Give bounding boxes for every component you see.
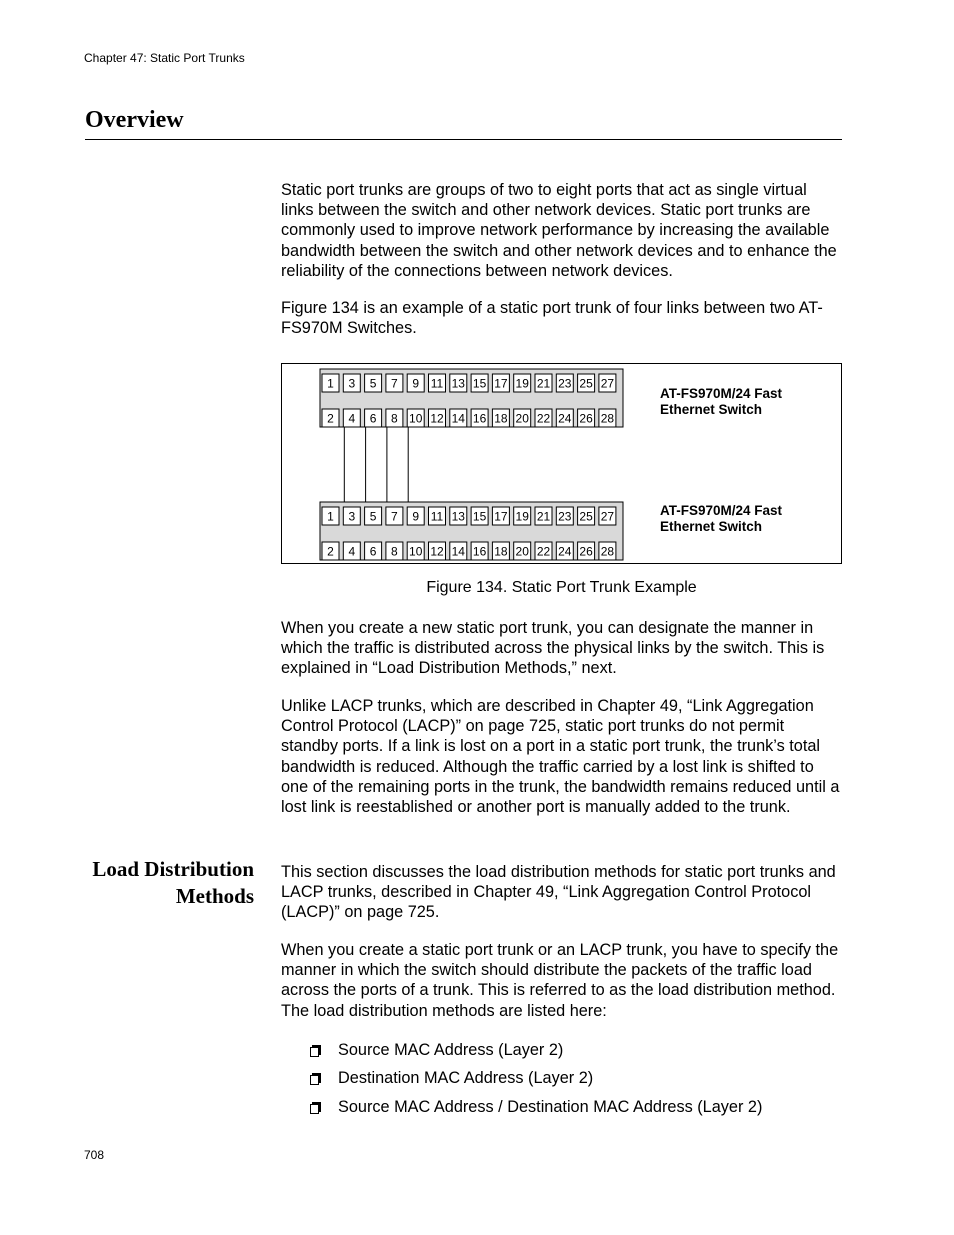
top-port-label: 7	[391, 376, 398, 391]
paragraph-figure-ref: Figure 134 is an example of a static port trunk of four links between two AT-FS970M Switches.	[281, 299, 823, 338]
bottom-port-label: 7	[391, 509, 398, 524]
subsection-title	[60, 856, 254, 910]
box-bullet-icon	[310, 1044, 320, 1057]
bottom-switch-label: AT-FS970M/24 Fast Ethernet Switch	[660, 503, 783, 534]
top-port-label: 28	[600, 411, 615, 426]
list-item	[310, 1065, 762, 1094]
top-port-label: 4	[348, 411, 356, 426]
top-port-label: 9	[412, 376, 420, 391]
bottom-port-label: 21	[536, 509, 551, 524]
top-port-label: 15	[472, 376, 487, 391]
list-item-text: Destination MAC Address (Layer 2)	[338, 1069, 594, 1088]
bottom-port-label: 27	[600, 509, 615, 524]
section-title: Overview	[85, 107, 184, 133]
top-port-label: 25	[579, 376, 593, 391]
paragraph-lacp-comparison: Unlike LACP trunks, which are described in Chapter 49, “Link Aggregation Control Protocol (LACP)” on page 725, static port trunks do not permit standby ports. If a link is lost on a port in a static port trunk, the trunk’s total bandwidth is reduced. Although the traffic carried by a lost link is shifted to one of the remaining ports in the trunk, the bandwidth remains reduced until a lost link is reestablished or another port is manually added to the trunk.	[281, 697, 840, 817]
top-port-label: 12	[430, 411, 444, 426]
top-port-label: 16	[472, 411, 487, 426]
bottom-port-label: 19	[515, 509, 529, 524]
bottom-port-label: 2	[327, 544, 334, 559]
bottom-port-label: 8	[391, 544, 398, 559]
bottom-port-label: 23	[558, 509, 572, 524]
top-port-label: 5	[369, 376, 377, 391]
top-port-label: 19	[515, 376, 529, 391]
bottom-port-label: 13	[451, 509, 465, 524]
bottom-port-label: 4	[348, 544, 356, 559]
list-item-text: Source MAC Address / Destination MAC Address (Layer 2)	[338, 1097, 763, 1116]
top-port-label: 2	[327, 411, 334, 426]
bottom-port-label: 22	[536, 544, 551, 559]
static-port-trunk-figure	[281, 363, 842, 564]
top-port-label: 23	[558, 376, 572, 391]
top-port-label: 24	[558, 411, 572, 426]
title-rule	[85, 139, 842, 140]
bottom-port-label: 3	[348, 509, 356, 524]
top-port-label: 8	[391, 411, 398, 426]
top-port-label: 1	[327, 376, 334, 391]
load-distribution-list	[310, 1036, 762, 1122]
bottom-port-label: 28	[600, 544, 615, 559]
bottom-port-label: 14	[451, 544, 465, 559]
bottom-port-label: 24	[558, 544, 572, 559]
top-switch-label: AT-FS970M/24 Fast Ethernet Switch	[660, 386, 783, 417]
subsection-title-line2: Methods	[175, 884, 254, 908]
bottom-port-label: 26	[579, 544, 593, 559]
top-port-label: 3	[348, 376, 356, 391]
top-port-label: 17	[494, 376, 508, 391]
bottom-port-label: 18	[494, 544, 508, 559]
trunk-diagram	[282, 364, 627, 563]
figure-caption: Figure 134. Static Port Trunk Example	[426, 579, 697, 596]
list-item	[310, 1093, 762, 1122]
top-port-label: 18	[494, 411, 508, 426]
paragraph-load-distribution-methods: When you create a static port trunk or an LACP trunk, you have to specify the manner in which the switch should distribute the packets of the traffic load across the ports of a trunk. This is referred to as the load distribution method. The load distribution methods are listed here:	[281, 941, 839, 1020]
list-item	[310, 1036, 762, 1065]
top-port-label: 13	[451, 376, 465, 391]
top-port-label: 20	[515, 411, 529, 426]
subsection-title-line1: Load Distribution	[92, 857, 254, 881]
top-port-label: 22	[536, 411, 551, 426]
box-bullet-icon	[310, 1101, 320, 1114]
top-port-label: 11	[430, 376, 444, 391]
top-port-label: 21	[536, 376, 551, 391]
paragraph-create-trunk: When you create a new static port trunk, you can designate the manner in which the traffic is distributed across the physical links by the switch. This is explained in “Load Distribution Methods,” next.	[281, 619, 825, 678]
bottom-port-label: 17	[494, 509, 508, 524]
bottom-port-label: 11	[430, 509, 444, 524]
bottom-port-label: 9	[412, 509, 420, 524]
page-number: 708	[84, 1148, 105, 1162]
top-port-label: 6	[369, 411, 377, 426]
bottom-port-label: 25	[579, 509, 593, 524]
top-port-label: 14	[451, 411, 465, 426]
bottom-port-label: 20	[515, 544, 529, 559]
top-port-label: 10	[409, 411, 423, 426]
bottom-port-label: 12	[430, 544, 444, 559]
bottom-port-label: 6	[369, 544, 377, 559]
bottom-port-label: 5	[369, 509, 377, 524]
paragraph-intro: Static port trunks are groups of two to eight ports that act as single virtual links between the switch and other network devices. Static port trunks are commonly used to improve network performance by increasing the available bandwidth between the switch and other network devices and to enhance the reliability of the connections between network devices.	[281, 181, 837, 280]
top-port-label: 26	[579, 411, 593, 426]
running-header: Chapter 47: Static Port Trunks	[84, 51, 245, 65]
list-item-text: Source MAC Address (Layer 2)	[338, 1040, 564, 1059]
top-port-label: 27	[600, 376, 615, 391]
box-bullet-icon	[310, 1072, 320, 1085]
bottom-port-label: 16	[472, 544, 487, 559]
paragraph-load-distribution-intro: This section discusses the load distribution methods for static port trunks and LACP trunks, described in Chapter 49, “Link Aggregation Control Protocol (LACP)” on page 725.	[281, 863, 836, 922]
bottom-port-label: 10	[409, 544, 423, 559]
bottom-port-label: 1	[327, 509, 334, 524]
bottom-port-label: 15	[472, 509, 487, 524]
